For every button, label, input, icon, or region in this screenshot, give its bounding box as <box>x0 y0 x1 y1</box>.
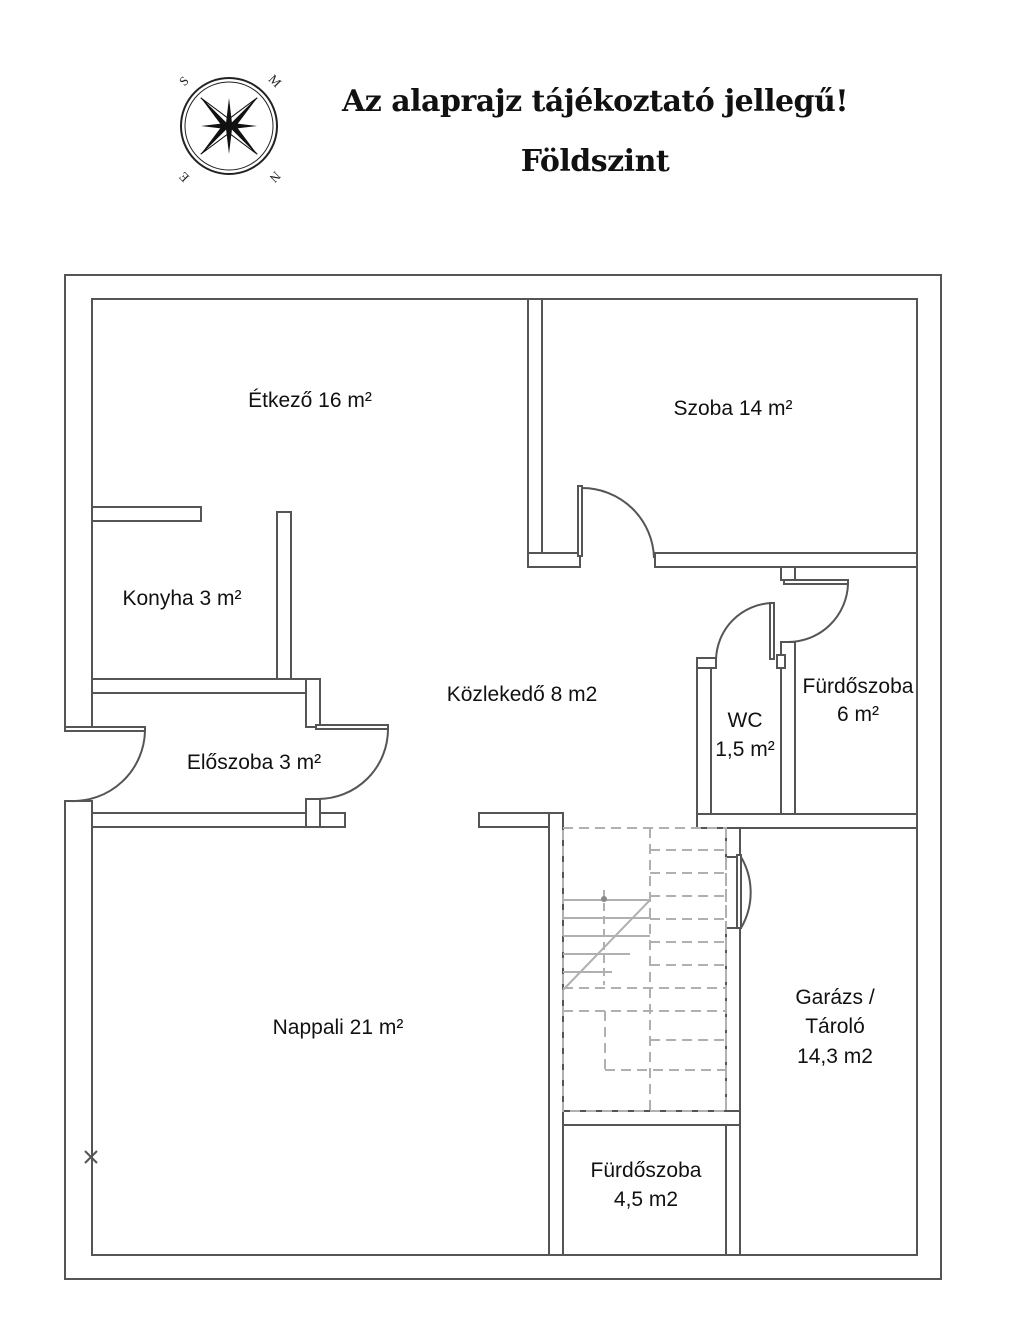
door-garazs-icon <box>737 855 751 928</box>
compass-letter-s: S <box>175 72 192 89</box>
door-entrance-icon <box>65 727 145 801</box>
room-label-furdoszoba-2-area: 4,5 m2 <box>613 1188 679 1211</box>
room-label-szoba: Szoba 14 m² <box>673 397 793 420</box>
room-label-garazs-area: 14,3 m2 <box>797 1045 873 1068</box>
room-label-eloszoba: Előszoba 3 m² <box>186 751 322 774</box>
staircase <box>563 828 726 1111</box>
room-label-garazs-taroló: Tároló <box>805 1015 865 1038</box>
plan-disclaimer-title: Az alaprajz tájékoztató jellegű! <box>341 84 849 119</box>
door-szoba-icon <box>578 486 654 558</box>
door-wc-icon <box>716 603 774 660</box>
compass-letter-m: M <box>265 71 285 91</box>
room-label-nappali: Nappali 21 m² <box>272 1016 404 1039</box>
door-eloszoba-icon <box>316 725 388 799</box>
room-label-furdoszoba-1-area: 6 m² <box>837 703 879 726</box>
room-label-garazs: Garázs / <box>795 986 875 1009</box>
room-label-furdoszoba-2: Fürdőszoba <box>590 1159 702 1182</box>
compass-letter-e: E <box>175 169 192 186</box>
room-label-kozlekedo: Közlekedő 8 m2 <box>446 683 598 706</box>
compass-rose-icon <box>172 69 285 186</box>
room-label-etkezo: Étkező 16 m² <box>248 389 372 412</box>
door-furdoszoba-icon <box>784 580 848 642</box>
room-label-konyha: Konyha 3 m² <box>122 587 242 610</box>
outer-walls <box>65 275 941 1279</box>
room-label-furdoszoba-1: Fürdőszoba <box>802 675 914 698</box>
room-label-wc-area: 1,5 m² <box>715 738 775 761</box>
floor-name: Földszint <box>520 144 670 179</box>
interior-walls <box>92 299 917 1255</box>
compass-letter-n: N <box>266 168 284 186</box>
room-label-wc: WC <box>727 709 763 732</box>
